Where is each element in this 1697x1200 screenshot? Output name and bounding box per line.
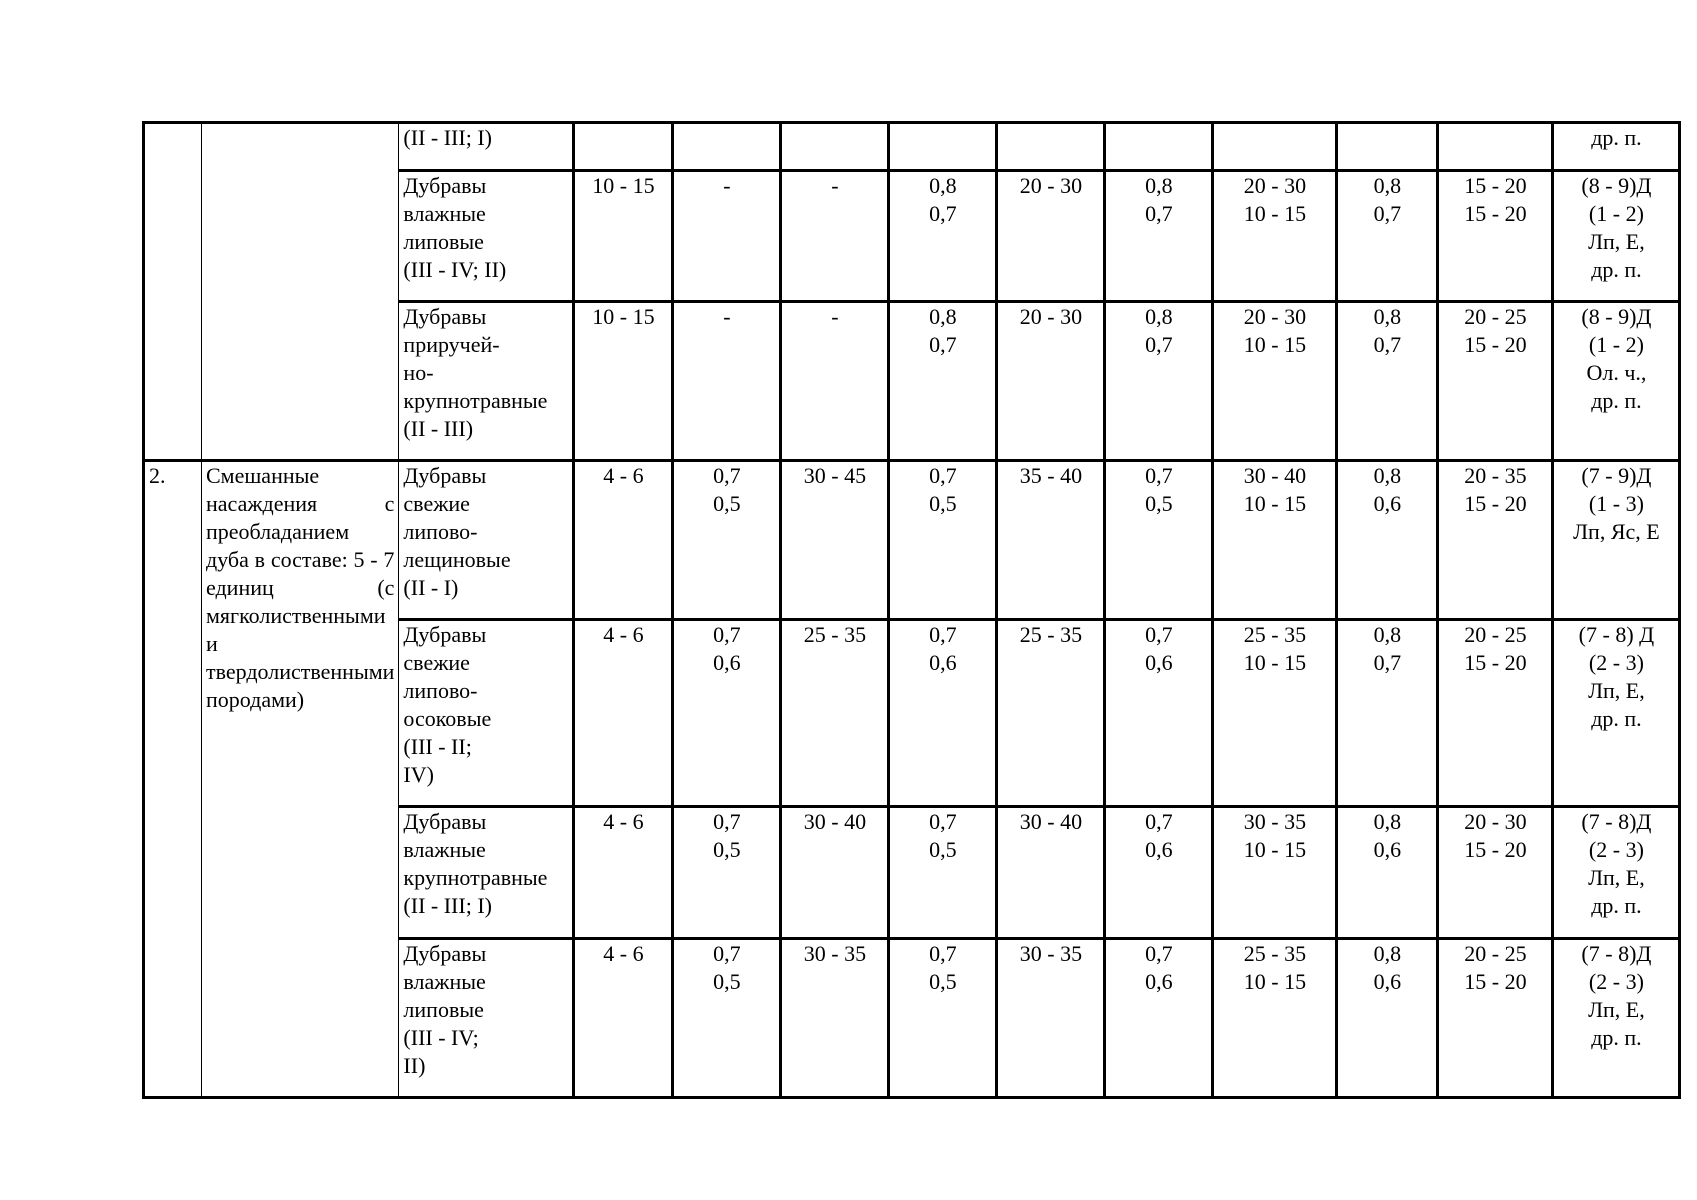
value-cell: 30 - 45 — [781, 461, 889, 620]
value-cell: 0,7 0,5 — [889, 461, 997, 620]
composition-cell: (7 - 8)Д (2 - 3) Лп, Е, др. п. — [1553, 807, 1680, 939]
value-cell: 0,7 0,6 — [1105, 939, 1213, 1098]
forest-type-cell: Дубравы приручей- но- крупнотравные (II - III) — [399, 302, 574, 461]
table-row — [144, 123, 1680, 171]
value-cell: 25 - 35 — [997, 620, 1105, 807]
value-cell: 0,7 0,6 — [1105, 620, 1213, 807]
value-cell — [1213, 123, 1337, 171]
forest-type-cell: Дубравы влажные крупнотравные (II - III; I) — [399, 807, 574, 939]
value-cell: 4 - 6 — [574, 461, 673, 620]
table-row — [144, 461, 1680, 620]
value-cell: 20 - 25 15 - 20 — [1438, 620, 1553, 807]
value-cell: 0,8 0,7 — [889, 171, 997, 302]
value-cell: 0,7 0,5 — [673, 807, 781, 939]
value-cell: 4 - 6 — [574, 807, 673, 939]
value-cell: 25 - 35 10 - 15 — [1213, 620, 1337, 807]
forest-type-cell: Дубравы влажные липовые (III - IV; II) — [399, 171, 574, 302]
composition-cell: др. п. — [1553, 123, 1680, 171]
group-title-cell — [202, 123, 399, 461]
value-cell — [889, 123, 997, 171]
composition-cell: (8 - 9)Д (1 - 2) Лп, Е, др. п. — [1553, 171, 1680, 302]
value-cell: 20 - 30 10 - 15 — [1213, 302, 1337, 461]
value-cell — [1105, 123, 1213, 171]
value-cell: 4 - 6 — [574, 939, 673, 1098]
value-cell: 30 - 40 — [781, 807, 889, 939]
group-number-cell: 2. — [144, 461, 202, 1098]
value-cell: - — [673, 171, 781, 302]
value-cell: - — [673, 302, 781, 461]
value-cell: - — [781, 171, 889, 302]
value-cell: 0,7 0,6 — [1105, 807, 1213, 939]
value-cell: 4 - 6 — [574, 620, 673, 807]
value-cell: - — [781, 302, 889, 461]
value-cell: 30 - 35 — [781, 939, 889, 1098]
value-cell: 0,7 0,6 — [673, 620, 781, 807]
value-cell — [673, 123, 781, 171]
value-cell: 30 - 40 — [997, 807, 1105, 939]
value-cell: 0,7 0,5 — [1105, 461, 1213, 620]
value-cell: 0,8 0,6 — [1337, 461, 1438, 620]
group-title-cell: Смешанные насаждения с преобладанием дуба в составе: 5 - 7 единиц (с мягколиственными и твердолиственными породами) — [202, 461, 399, 1098]
value-cell: 20 - 30 10 - 15 — [1213, 171, 1337, 302]
group-number-cell — [144, 123, 202, 461]
composition-cell: (7 - 8)Д (2 - 3) Лп, Е, др. п. — [1553, 939, 1680, 1098]
value-cell — [1438, 123, 1553, 171]
value-cell: 0,8 0,6 — [1337, 807, 1438, 939]
value-cell: 25 - 35 — [781, 620, 889, 807]
value-cell: 0,8 0,7 — [1105, 171, 1213, 302]
value-cell: 35 - 40 — [997, 461, 1105, 620]
value-cell — [781, 123, 889, 171]
forest-table — [142, 121, 1681, 1099]
composition-cell: (8 - 9)Д (1 - 2) Ол. ч., др. п. — [1553, 302, 1680, 461]
value-cell: 10 - 15 — [574, 302, 673, 461]
forest-type-cell: Дубравы влажные липовые (III - IV; II) — [399, 939, 574, 1098]
value-cell: 30 - 35 10 - 15 — [1213, 807, 1337, 939]
value-cell: 0,7 0,5 — [889, 807, 997, 939]
forest-type-cell: (II - III; I) — [399, 123, 574, 171]
value-cell: 20 - 25 15 - 20 — [1438, 302, 1553, 461]
value-cell: 0,7 0,5 — [889, 939, 997, 1098]
value-cell: 0,8 0,7 — [1337, 620, 1438, 807]
value-cell: 0,7 0,5 — [673, 461, 781, 620]
forest-type-cell: Дубравы свежие липово- лещиновые (II - I) — [399, 461, 574, 620]
value-cell: 20 - 30 — [997, 302, 1105, 461]
value-cell: 0,7 0,5 — [673, 939, 781, 1098]
value-cell: 15 - 20 15 - 20 — [1438, 171, 1553, 302]
value-cell: 25 - 35 10 - 15 — [1213, 939, 1337, 1098]
value-cell: 0,8 0,7 — [1337, 302, 1438, 461]
value-cell — [1337, 123, 1438, 171]
value-cell: 20 - 30 15 - 20 — [1438, 807, 1553, 939]
value-cell — [997, 123, 1105, 171]
value-cell: 0,8 0,7 — [1337, 171, 1438, 302]
value-cell: 20 - 25 15 - 20 — [1438, 939, 1553, 1098]
value-cell: 10 - 15 — [574, 171, 673, 302]
composition-cell: (7 - 8) Д (2 - 3) Лп, Е, др. п. — [1553, 620, 1680, 807]
value-cell: 0,8 0,6 — [1337, 939, 1438, 1098]
composition-cell: (7 - 9)Д (1 - 3) Лп, Яс, Е — [1553, 461, 1680, 620]
value-cell: 30 - 35 — [997, 939, 1105, 1098]
value-cell — [574, 123, 673, 171]
forest-type-cell: Дубравы свежие липово- осоковые (III - II; IV) — [399, 620, 574, 807]
value-cell: 0,8 0,7 — [1105, 302, 1213, 461]
value-cell: 0,7 0,6 — [889, 620, 997, 807]
value-cell: 0,8 0,7 — [889, 302, 997, 461]
value-cell: 20 - 35 15 - 20 — [1438, 461, 1553, 620]
value-cell: 20 - 30 — [997, 171, 1105, 302]
value-cell: 30 - 40 10 - 15 — [1213, 461, 1337, 620]
